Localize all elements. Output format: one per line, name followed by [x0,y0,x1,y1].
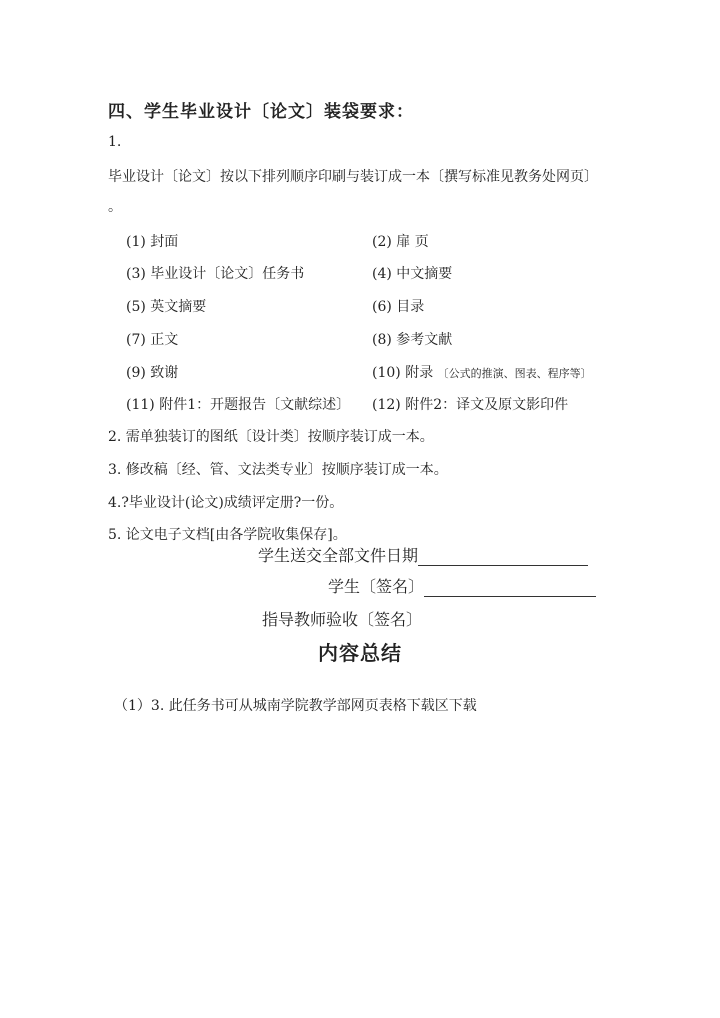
item1-text: 毕业设计〔论文〕按以下排列顺序印刷与装订成一本〔撰写标准见教务处网页〕 [108,169,598,185]
list-item-right: (8) 参考文献 [372,332,453,348]
list-item-left: (7) 正文 [126,332,179,348]
summary-text: （1）3. 此任务书可从城南学院教学部网页表格下载区下载 [114,698,477,714]
student-signature-label: 学生〔签名〕 [328,577,425,596]
list-item-note: 〔公式的推演、图表、程序等〕 [437,367,592,380]
list-item-right: (4) 中文摘要 [372,266,453,282]
item4-text: 4.?毕业设计(论文)成绩评定册?一份。 [108,495,344,511]
student-signature-field[interactable] [424,579,596,597]
teacher-signature-label: 指导教师验收〔签名〕 [262,610,423,629]
item5-text: 5. 论文电子文档[由各学院收集保存]。 [108,527,347,543]
list-item-label: (10) 附录 [372,365,434,381]
submission-date-row [258,543,588,566]
list-item-left: (11) 附件1：开题报告〔文献综述〕 [126,397,351,413]
submission-date-label: 学生送交全部文件日期 [258,546,419,565]
summary-title: 内容总结 [318,641,402,665]
list-item-right: (2) 扉 页 [372,234,429,250]
list-item-left: (3) 毕业设计〔论文〕任务书 [126,266,305,282]
list-item-right: (12) 附件2：译文及原文影印件 [372,397,569,413]
item3-text: 3. 修改稿〔经、管、文法类专业〕按顺序装订成一本。 [108,462,448,478]
list-item-left: (5) 英文摘要 [126,299,207,315]
submission-date-field[interactable] [418,548,588,566]
student-signature-row [328,574,596,597]
list-item-left: (1) 封面 [126,234,179,250]
list-item-right: (6) 目录 [372,299,425,315]
list-item-left: (9) 致谢 [126,365,179,381]
list-item-right [372,362,592,382]
item2-text: 2. 需单独装订的图纸〔设计类〕按顺序装订成一本。 [108,429,434,445]
item1-number: 1. [108,134,122,150]
item1-end: 。 [108,199,122,215]
section-heading: 四、学生毕业设计〔论文〕装袋要求： [108,102,414,122]
